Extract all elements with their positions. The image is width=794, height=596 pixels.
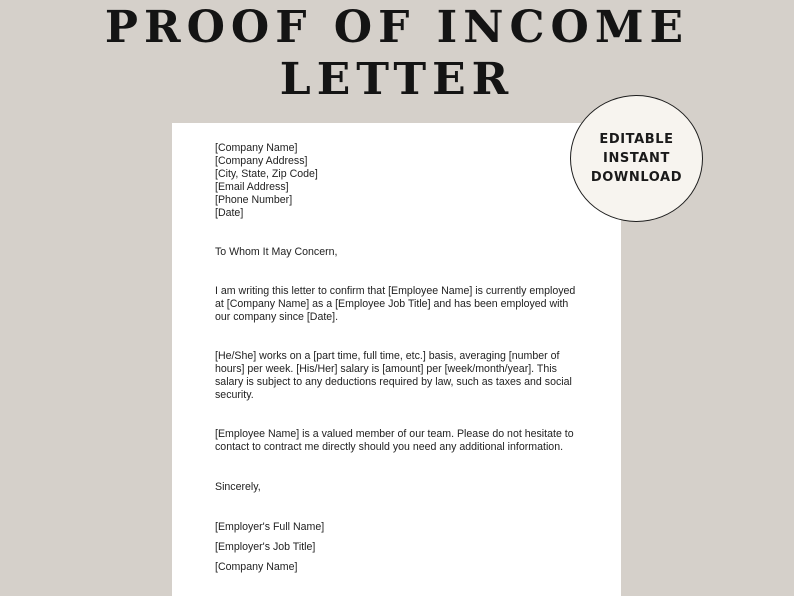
signature-block <box>215 521 585 574</box>
paragraph-contact: [Employee Name] is a valued member of our team. Please do not hesitate to contact to contract me directly should you need any additional information. <box>215 428 574 453</box>
address-line-city-state-zip: [City, State, Zip Code] <box>215 168 318 180</box>
salutation: To Whom It May Concern, <box>215 246 338 258</box>
paragraph-employment: I am writing this letter to confirm that [Employee Name] is currently employed at [Company Name] as a [Employee Job Title] and has been employed with our company since [Date]. <box>215 285 576 323</box>
address-line-company-address: [Company Address] <box>215 155 308 167</box>
badge-line-instant: INSTANT <box>603 151 670 166</box>
page-title-line-1: PROOF OF INCOME <box>104 2 690 53</box>
letter-body <box>215 142 585 574</box>
signature-company-name: [Company Name] <box>215 561 298 573</box>
paragraph-salary: [He/She] works on a [part time, full time, etc.] basis, averaging [number of hours] per week. [His/Her] salary is [amount] per [week/month/year]. This salary is subject to any deductions required by law, such as taxes and social security. <box>215 350 572 401</box>
signature-full-name: [Employer's Full Name] <box>215 521 325 533</box>
badge-line-download: DOWNLOAD <box>590 170 683 185</box>
address-line-company-name: [Company Name] <box>215 142 298 154</box>
editable-download-badge <box>570 95 703 222</box>
address-line-email: [Email Address] <box>215 181 289 193</box>
address-line-phone: [Phone Number] <box>215 194 293 206</box>
closing: Sincerely, <box>215 481 261 493</box>
sender-address-block <box>215 142 585 220</box>
signature-job-title: [Employer's Job Title] <box>215 541 316 553</box>
page-title-line-2: LETTER <box>279 54 515 105</box>
badge-line-editable: EDITABLE <box>599 132 674 147</box>
address-line-date: [Date] <box>215 207 244 219</box>
